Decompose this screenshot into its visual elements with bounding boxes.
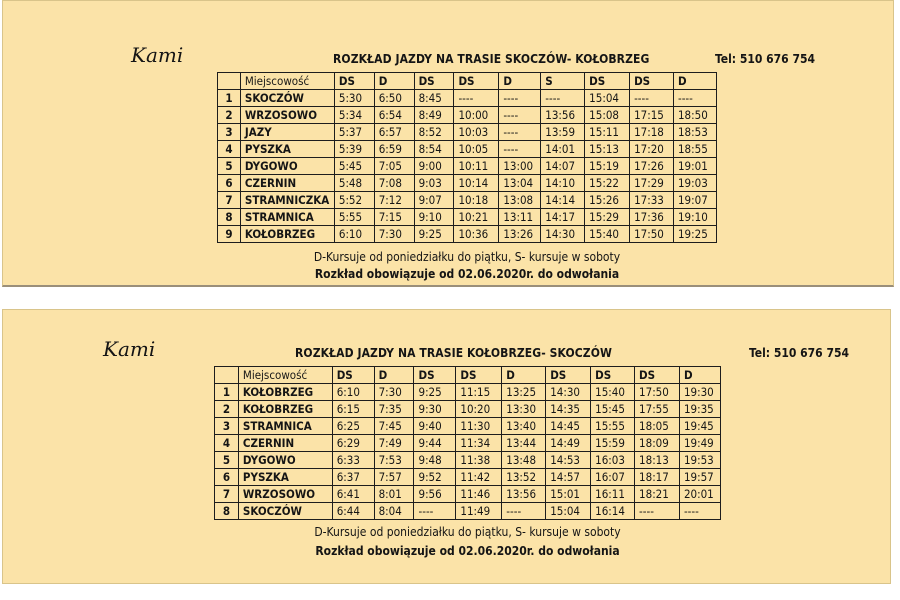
departure-time-cell: 5:39 xyxy=(334,141,374,158)
departure-time-cell: 5:45 xyxy=(334,158,374,175)
departure-time-cell: 6:59 xyxy=(374,141,414,158)
departure-time-cell: 9:10 xyxy=(414,209,454,226)
header-cell: D xyxy=(499,73,541,90)
departure-time-cell: 14:10 xyxy=(541,175,585,192)
departure-time-cell: 14:14 xyxy=(541,192,585,209)
row-number-cell: 2 xyxy=(215,401,239,418)
departure-time-cell: 7:57 xyxy=(374,469,414,486)
departure-time-cell: ---- xyxy=(499,141,541,158)
header-cell: D xyxy=(374,367,414,384)
stop-name-cell: STRAMNICZKA xyxy=(240,192,334,209)
departure-time-cell: 5:30 xyxy=(334,90,374,107)
header-cell: DS xyxy=(414,73,454,90)
header-cell: DS xyxy=(546,367,591,384)
row-number-cell: 4 xyxy=(218,141,241,158)
departure-time-cell: 19:07 xyxy=(673,192,716,209)
phone-number: Tel: 510 676 754 xyxy=(715,52,815,66)
departure-time-cell: 9:44 xyxy=(414,435,456,452)
departure-time-cell: 17:33 xyxy=(630,192,674,209)
table-row xyxy=(215,486,721,503)
departure-time-cell: ---- xyxy=(499,124,541,141)
departure-time-cell: 15:19 xyxy=(585,158,630,175)
departure-time-cell: 6:25 xyxy=(332,418,374,435)
departure-time-cell: 11:15 xyxy=(456,384,502,401)
departure-time-cell: 7:30 xyxy=(374,226,414,243)
departure-time-cell: 9:25 xyxy=(414,226,454,243)
header-cell: D xyxy=(673,73,716,90)
header-cell-blank xyxy=(215,367,239,384)
departure-time-cell: 13:11 xyxy=(499,209,541,226)
departure-time-cell: 14:01 xyxy=(541,141,585,158)
departure-time-cell: 10:20 xyxy=(456,401,502,418)
timetable-table xyxy=(217,72,717,243)
departure-time-cell: 17:18 xyxy=(630,124,674,141)
header-cell: Miejscowość xyxy=(240,73,334,90)
departure-time-cell: 13:40 xyxy=(502,418,546,435)
table-row xyxy=(218,90,717,107)
departure-time-cell: 19:10 xyxy=(673,209,716,226)
departure-time-cell: 7:12 xyxy=(374,192,414,209)
departure-time-cell: 9:30 xyxy=(414,401,456,418)
departure-time-cell: 9:00 xyxy=(414,158,454,175)
departure-time-cell: 16:07 xyxy=(591,469,635,486)
header-cell: Miejscowość xyxy=(238,367,332,384)
departure-time-cell: 11:46 xyxy=(456,486,502,503)
departure-time-cell: 7:53 xyxy=(374,452,414,469)
departure-time-cell: 17:55 xyxy=(635,401,680,418)
departure-time-cell: 8:45 xyxy=(414,90,454,107)
timetable-card-kolobrzeg-skoczow xyxy=(2,309,891,584)
departure-time-cell: 17:50 xyxy=(635,384,680,401)
departure-time-cell: 5:48 xyxy=(334,175,374,192)
row-number-cell: 7 xyxy=(218,192,241,209)
departure-time-cell: 10:11 xyxy=(454,158,499,175)
departure-time-cell: 15:22 xyxy=(585,175,630,192)
timetable-title: ROZKŁAD JAZDY NA TRASIE KOŁOBRZEG- SKOCZÓW xyxy=(295,346,613,360)
stop-name-cell: CZERNIN xyxy=(240,175,334,192)
row-number-cell: 9 xyxy=(218,226,241,243)
departure-time-cell: 15:45 xyxy=(591,401,635,418)
row-number-cell: 4 xyxy=(215,435,239,452)
row-number-cell: 6 xyxy=(218,175,241,192)
stop-name-cell: KOŁOBRZEG xyxy=(238,384,332,401)
departure-time-cell: 19:30 xyxy=(679,384,720,401)
departure-time-cell: 6:41 xyxy=(332,486,374,503)
departure-time-cell: 15:26 xyxy=(585,192,630,209)
departure-time-cell: 8:52 xyxy=(414,124,454,141)
row-number-cell: 1 xyxy=(215,384,239,401)
table-header-row xyxy=(218,73,717,90)
departure-time-cell: 9:52 xyxy=(414,469,456,486)
header-cell: DS xyxy=(585,73,630,90)
header-cell: D xyxy=(679,367,720,384)
departure-time-cell: 11:49 xyxy=(456,503,502,520)
departure-time-cell: 9:48 xyxy=(414,452,456,469)
departure-time-cell: 16:14 xyxy=(591,503,635,520)
row-number-cell: 7 xyxy=(215,486,239,503)
header-cell: DS xyxy=(454,73,499,90)
table-row xyxy=(215,435,721,452)
departure-time-cell: 10:05 xyxy=(454,141,499,158)
departure-time-cell: 13:56 xyxy=(502,486,546,503)
departure-time-cell: 6:37 xyxy=(332,469,374,486)
departure-time-cell: 14:30 xyxy=(546,384,591,401)
departure-time-cell: 7:15 xyxy=(374,209,414,226)
departure-time-cell: 18:50 xyxy=(673,107,716,124)
legend-note: D-Kursuje od poniedziałku do piątku, S- kursuje w soboty xyxy=(314,525,621,539)
row-number-cell: 1 xyxy=(218,90,241,107)
departure-time-cell: 9:03 xyxy=(414,175,454,192)
departure-time-cell: 19:57 xyxy=(679,469,720,486)
phone-number: Tel: 510 676 754 xyxy=(749,346,849,360)
departure-time-cell: 14:17 xyxy=(541,209,585,226)
departure-time-cell: 17:20 xyxy=(630,141,674,158)
table-row xyxy=(215,469,721,486)
departure-time-cell: 6:10 xyxy=(334,226,374,243)
departure-time-cell: 9:56 xyxy=(414,486,456,503)
table-row xyxy=(218,209,717,226)
departure-time-cell: 18:09 xyxy=(635,435,680,452)
validity-note: Rozkład obowiązuje od 02.06.2020r. do odwołania xyxy=(314,267,620,281)
row-number-cell: 8 xyxy=(215,503,239,520)
stop-name-cell: PYSZKA xyxy=(240,141,334,158)
departure-time-cell: 7:45 xyxy=(374,418,414,435)
departure-time-cell: 19:35 xyxy=(679,401,720,418)
departure-time-cell: 13:26 xyxy=(499,226,541,243)
departure-time-cell: ---- xyxy=(414,503,456,520)
departure-time-cell: 9:07 xyxy=(414,192,454,209)
departure-time-cell: 10:18 xyxy=(454,192,499,209)
departure-time-cell: 5:52 xyxy=(334,192,374,209)
departure-time-cell: 9:25 xyxy=(414,384,456,401)
departure-time-cell: 13:59 xyxy=(541,124,585,141)
departure-time-cell: 13:30 xyxy=(502,401,546,418)
brand-logo: Kami xyxy=(103,337,156,361)
departure-time-cell: 8:49 xyxy=(414,107,454,124)
departure-time-cell: 13:08 xyxy=(499,192,541,209)
departure-time-cell: 8:01 xyxy=(374,486,414,503)
departure-time-cell: 15:01 xyxy=(546,486,591,503)
stop-name-cell: WRZOSOWO xyxy=(238,486,332,503)
departure-time-cell: 8:04 xyxy=(374,503,414,520)
departure-time-cell: 15:04 xyxy=(585,90,630,107)
departure-time-cell: 19:49 xyxy=(679,435,720,452)
stop-name-cell: JAZY xyxy=(240,124,334,141)
departure-time-cell: 14:45 xyxy=(546,418,591,435)
departure-time-cell: 19:45 xyxy=(679,418,720,435)
departure-time-cell: 5:55 xyxy=(334,209,374,226)
row-number-cell: 5 xyxy=(215,452,239,469)
departure-time-cell: 18:17 xyxy=(635,469,680,486)
validity-note: Rozkład obowiązuje od 02.06.2020r. do odwołania xyxy=(315,544,620,558)
departure-time-cell: 13:48 xyxy=(502,452,546,469)
departure-time-cell: 10:00 xyxy=(454,107,499,124)
header-cell: DS xyxy=(456,367,502,384)
departure-time-cell: 18:53 xyxy=(673,124,716,141)
stop-name-cell: DYGOWO xyxy=(238,452,332,469)
brand-logo: Kami xyxy=(131,43,184,67)
departure-time-cell: ---- xyxy=(541,90,585,107)
departure-time-cell: 18:13 xyxy=(635,452,680,469)
row-number-cell: 2 xyxy=(218,107,241,124)
legend-note: D-Kursuje od poniedziałku do piątku, S- kursuje w soboty xyxy=(313,250,621,264)
header-cell: DS xyxy=(591,367,635,384)
departure-time-cell: 5:37 xyxy=(334,124,374,141)
departure-time-cell: 11:42 xyxy=(456,469,502,486)
row-number-cell: 3 xyxy=(218,124,241,141)
table-row xyxy=(215,384,721,401)
table-row xyxy=(218,226,717,243)
departure-time-cell: 10:36 xyxy=(454,226,499,243)
departure-time-cell: 11:38 xyxy=(456,452,502,469)
table-row xyxy=(218,141,717,158)
stop-name-cell: CZERNIN xyxy=(238,435,332,452)
table-row xyxy=(218,175,717,192)
departure-time-cell: ---- xyxy=(454,90,499,107)
departure-time-cell: 14:53 xyxy=(546,452,591,469)
departure-time-cell: 15:40 xyxy=(591,384,635,401)
departure-time-cell: 14:49 xyxy=(546,435,591,452)
departure-time-cell: 13:44 xyxy=(502,435,546,452)
departure-time-cell: 10:03 xyxy=(454,124,499,141)
departure-time-cell: 11:30 xyxy=(456,418,502,435)
departure-time-cell: ---- xyxy=(679,503,720,520)
table-row xyxy=(215,452,721,469)
departure-time-cell: 19:03 xyxy=(673,175,716,192)
departure-time-cell: 9:40 xyxy=(414,418,456,435)
departure-time-cell: 6:33 xyxy=(332,452,374,469)
departure-time-cell: 6:57 xyxy=(374,124,414,141)
departure-time-cell: 15:59 xyxy=(591,435,635,452)
departure-time-cell: 6:10 xyxy=(332,384,374,401)
departure-time-cell: 13:56 xyxy=(541,107,585,124)
stop-name-cell: DYGOWO xyxy=(240,158,334,175)
stop-name-cell: WRZOSOWO xyxy=(240,107,334,124)
header-cell: DS xyxy=(635,367,680,384)
departure-time-cell: 6:15 xyxy=(332,401,374,418)
departure-time-cell: 15:04 xyxy=(546,503,591,520)
departure-time-cell: 11:34 xyxy=(456,435,502,452)
stop-name-cell: KOŁOBRZEG xyxy=(240,226,334,243)
departure-time-cell: 5:34 xyxy=(334,107,374,124)
table-row xyxy=(215,503,721,520)
departure-time-cell: 7:08 xyxy=(374,175,414,192)
timetable-table xyxy=(214,366,721,520)
departure-time-cell: 18:05 xyxy=(635,418,680,435)
stop-name-cell: SKOCZÓW xyxy=(240,90,334,107)
departure-time-cell: ---- xyxy=(630,90,674,107)
departure-time-cell: 17:26 xyxy=(630,158,674,175)
departure-time-cell: 7:49 xyxy=(374,435,414,452)
departure-time-cell: 18:55 xyxy=(673,141,716,158)
stop-name-cell: STRAMNICA xyxy=(240,209,334,226)
departure-time-cell: ---- xyxy=(502,503,546,520)
table-row xyxy=(215,401,721,418)
departure-time-cell: 20:01 xyxy=(679,486,720,503)
departure-time-cell: 13:00 xyxy=(499,158,541,175)
table-row xyxy=(215,418,721,435)
header-cell: S xyxy=(541,73,585,90)
departure-time-cell: 6:29 xyxy=(332,435,374,452)
departure-time-cell: 14:30 xyxy=(541,226,585,243)
departure-time-cell: 15:08 xyxy=(585,107,630,124)
row-number-cell: 3 xyxy=(215,418,239,435)
header-cell: D xyxy=(374,73,414,90)
departure-time-cell: 10:14 xyxy=(454,175,499,192)
row-number-cell: 8 xyxy=(218,209,241,226)
departure-time-cell: 15:55 xyxy=(591,418,635,435)
header-cell-blank xyxy=(218,73,241,90)
departure-time-cell: 6:54 xyxy=(374,107,414,124)
departure-time-cell: ---- xyxy=(673,90,716,107)
departure-time-cell: 8:54 xyxy=(414,141,454,158)
row-number-cell: 5 xyxy=(218,158,241,175)
header-cell: DS xyxy=(414,367,456,384)
header-cell: D xyxy=(502,367,546,384)
departure-time-cell: 17:15 xyxy=(630,107,674,124)
table-row xyxy=(218,192,717,209)
departure-time-cell: 7:05 xyxy=(374,158,414,175)
departure-time-cell: 14:57 xyxy=(546,469,591,486)
header-cell: DS xyxy=(630,73,674,90)
header-cell: DS xyxy=(332,367,374,384)
departure-time-cell: 13:25 xyxy=(502,384,546,401)
header-cell: DS xyxy=(334,73,374,90)
table-row xyxy=(218,158,717,175)
departure-time-cell: ---- xyxy=(499,90,541,107)
departure-time-cell: 19:53 xyxy=(679,452,720,469)
departure-time-cell: 17:29 xyxy=(630,175,674,192)
timetable-title: ROZKŁAD JAZDY NA TRASIE SKOCZÓW- KOŁOBRZEG xyxy=(333,52,650,66)
departure-time-cell: 15:29 xyxy=(585,209,630,226)
table-row xyxy=(218,107,717,124)
departure-time-cell: 19:01 xyxy=(673,158,716,175)
departure-time-cell: 18:21 xyxy=(635,486,680,503)
departure-time-cell: 16:03 xyxy=(591,452,635,469)
stop-name-cell: SKOCZÓW xyxy=(238,503,332,520)
departure-time-cell: 15:13 xyxy=(585,141,630,158)
stop-name-cell: STRAMNICA xyxy=(238,418,332,435)
departure-time-cell: 17:36 xyxy=(630,209,674,226)
departure-time-cell: 6:44 xyxy=(332,503,374,520)
departure-time-cell: ---- xyxy=(635,503,680,520)
departure-time-cell: 13:04 xyxy=(499,175,541,192)
row-number-cell: 6 xyxy=(215,469,239,486)
departure-time-cell: 6:50 xyxy=(374,90,414,107)
departure-time-cell: 13:52 xyxy=(502,469,546,486)
departure-time-cell: 14:35 xyxy=(546,401,591,418)
departure-time-cell: 15:40 xyxy=(585,226,630,243)
departure-time-cell: 7:30 xyxy=(374,384,414,401)
departure-time-cell: 15:11 xyxy=(585,124,630,141)
departure-time-cell: ---- xyxy=(499,107,541,124)
departure-time-cell: 16:11 xyxy=(591,486,635,503)
departure-time-cell: 17:50 xyxy=(630,226,674,243)
timetable-card-skoczow-kolobrzeg xyxy=(2,0,894,287)
departure-time-cell: 19:25 xyxy=(673,226,716,243)
stop-name-cell: PYSZKA xyxy=(238,469,332,486)
table-header-row xyxy=(215,367,721,384)
table-row xyxy=(218,124,717,141)
stop-name-cell: KOŁOBRZEG xyxy=(238,401,332,418)
departure-time-cell: 7:35 xyxy=(374,401,414,418)
departure-time-cell: 14:07 xyxy=(541,158,585,175)
departure-time-cell: 10:21 xyxy=(454,209,499,226)
